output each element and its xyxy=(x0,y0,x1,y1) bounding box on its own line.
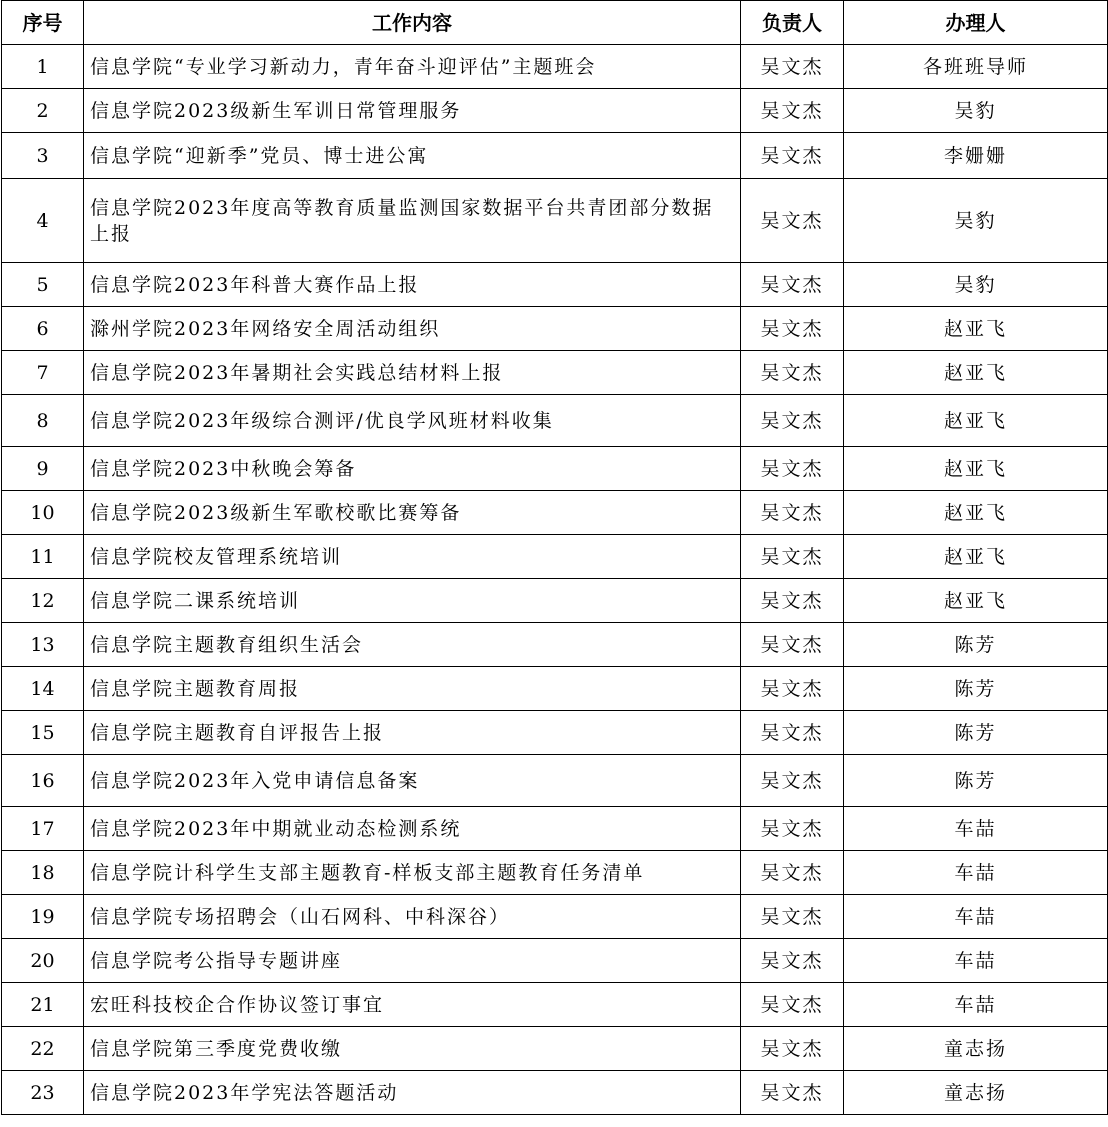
row-owner: 吴文杰 xyxy=(741,447,844,491)
row-handler: 车喆 xyxy=(844,983,1108,1027)
row-handler: 陈芳 xyxy=(844,755,1108,807)
row-owner: 吴文杰 xyxy=(741,89,844,133)
row-owner: 吴文杰 xyxy=(741,351,844,395)
table-row xyxy=(2,45,1108,89)
row-content: 信息学院“专业学习新动力，青年奋斗迎评估”主题班会 xyxy=(84,45,741,89)
row-content: 信息学院考公指导专题讲座 xyxy=(84,939,741,983)
table-row xyxy=(2,895,1108,939)
row-num: 20 xyxy=(2,939,84,983)
row-content: 信息学院2023级新生军歌校歌比赛筹备 xyxy=(84,491,741,535)
row-content: 信息学院2023年中期就业动态检测系统 xyxy=(84,807,741,851)
row-num: 19 xyxy=(2,895,84,939)
row-num: 21 xyxy=(2,983,84,1027)
row-num: 16 xyxy=(2,755,84,807)
row-handler: 赵亚飞 xyxy=(844,395,1108,447)
row-owner: 吴文杰 xyxy=(741,939,844,983)
row-num: 12 xyxy=(2,579,84,623)
row-owner: 吴文杰 xyxy=(741,1027,844,1071)
row-num: 2 xyxy=(2,89,84,133)
row-owner: 吴文杰 xyxy=(741,491,844,535)
row-num: 9 xyxy=(2,447,84,491)
row-handler: 赵亚飞 xyxy=(844,307,1108,351)
row-handler: 车喆 xyxy=(844,939,1108,983)
row-content: 信息学院二课系统培训 xyxy=(84,579,741,623)
row-handler: 童志扬 xyxy=(844,1071,1108,1115)
row-owner: 吴文杰 xyxy=(741,895,844,939)
row-content: 信息学院2023年科普大赛作品上报 xyxy=(84,263,741,307)
row-content: 信息学院校友管理系统培训 xyxy=(84,535,741,579)
table-row xyxy=(2,851,1108,895)
row-owner: 吴文杰 xyxy=(741,395,844,447)
row-handler: 吴豹 xyxy=(844,263,1108,307)
table-row xyxy=(2,351,1108,395)
header-num: 序号 xyxy=(2,1,84,45)
row-content: 信息学院2023级新生军训日常管理服务 xyxy=(84,89,741,133)
row-num: 7 xyxy=(2,351,84,395)
table-row xyxy=(2,1071,1108,1115)
table-row xyxy=(2,807,1108,851)
row-num: 18 xyxy=(2,851,84,895)
row-handler: 吴豹 xyxy=(844,179,1108,263)
row-owner: 吴文杰 xyxy=(741,851,844,895)
row-owner: 吴文杰 xyxy=(741,263,844,307)
work-table xyxy=(1,0,1108,1115)
row-content: 信息学院主题教育周报 xyxy=(84,667,741,711)
row-owner: 吴文杰 xyxy=(741,579,844,623)
header-owner: 负责人 xyxy=(741,1,844,45)
table-row xyxy=(2,133,1108,179)
row-handler: 车喆 xyxy=(844,851,1108,895)
table-row xyxy=(2,667,1108,711)
row-handler: 吴豹 xyxy=(844,89,1108,133)
row-content: 信息学院2023中秋晚会筹备 xyxy=(84,447,741,491)
table-row xyxy=(2,535,1108,579)
row-owner: 吴文杰 xyxy=(741,133,844,179)
row-handler: 陈芳 xyxy=(844,623,1108,667)
header-content: 工作内容 xyxy=(84,1,741,45)
row-content: 信息学院“迎新季”党员、博士进公寓 xyxy=(84,133,741,179)
row-handler: 赵亚飞 xyxy=(844,447,1108,491)
table-row xyxy=(2,1027,1108,1071)
row-num: 15 xyxy=(2,711,84,755)
row-num: 10 xyxy=(2,491,84,535)
row-num: 23 xyxy=(2,1071,84,1115)
row-handler: 陈芳 xyxy=(844,711,1108,755)
row-owner: 吴文杰 xyxy=(741,623,844,667)
table-row xyxy=(2,179,1108,263)
row-owner: 吴文杰 xyxy=(741,667,844,711)
row-content: 信息学院2023年学宪法答题活动 xyxy=(84,1071,741,1115)
table-row xyxy=(2,447,1108,491)
row-handler: 童志扬 xyxy=(844,1027,1108,1071)
table-row xyxy=(2,263,1108,307)
row-handler: 车喆 xyxy=(844,807,1108,851)
row-handler: 李姗姗 xyxy=(844,133,1108,179)
row-num: 11 xyxy=(2,535,84,579)
row-content: 信息学院计科学生支部主题教育-样板支部主题教育任务清单 xyxy=(84,851,741,895)
row-handler: 赵亚飞 xyxy=(844,579,1108,623)
row-content: 信息学院2023年暑期社会实践总结材料上报 xyxy=(84,351,741,395)
row-content: 信息学院专场招聘会（山石网科、中科深谷） xyxy=(84,895,741,939)
row-handler: 陈芳 xyxy=(844,667,1108,711)
row-handler: 赵亚飞 xyxy=(844,535,1108,579)
table-row xyxy=(2,491,1108,535)
table-row xyxy=(2,623,1108,667)
row-content: 信息学院主题教育自评报告上报 xyxy=(84,711,741,755)
row-content: 信息学院2023年度高等教育质量监测国家数据平台共青团部分数据上报 xyxy=(84,179,741,263)
row-num: 6 xyxy=(2,307,84,351)
table-row xyxy=(2,711,1108,755)
row-owner: 吴文杰 xyxy=(741,45,844,89)
row-handler: 各班班导师 xyxy=(844,45,1108,89)
table-row xyxy=(2,395,1108,447)
row-num: 8 xyxy=(2,395,84,447)
row-num: 13 xyxy=(2,623,84,667)
table-row xyxy=(2,579,1108,623)
row-content: 信息学院第三季度党费收缴 xyxy=(84,1027,741,1071)
row-content: 宏旺科技校企合作协议签订事宜 xyxy=(84,983,741,1027)
row-handler: 赵亚飞 xyxy=(844,491,1108,535)
row-num: 1 xyxy=(2,45,84,89)
row-owner: 吴文杰 xyxy=(741,179,844,263)
row-content: 滁州学院2023年网络安全周活动组织 xyxy=(84,307,741,351)
row-content: 信息学院主题教育组织生活会 xyxy=(84,623,741,667)
row-num: 17 xyxy=(2,807,84,851)
row-owner: 吴文杰 xyxy=(741,983,844,1027)
row-num: 22 xyxy=(2,1027,84,1071)
row-owner: 吴文杰 xyxy=(741,535,844,579)
row-content: 信息学院2023年级综合测评/优良学风班材料收集 xyxy=(84,395,741,447)
row-owner: 吴文杰 xyxy=(741,711,844,755)
header-handler: 办理人 xyxy=(844,1,1108,45)
table-row xyxy=(2,983,1108,1027)
row-content: 信息学院2023年入党申请信息备案 xyxy=(84,755,741,807)
row-handler: 赵亚飞 xyxy=(844,351,1108,395)
table-row xyxy=(2,307,1108,351)
row-owner: 吴文杰 xyxy=(741,1071,844,1115)
row-num: 5 xyxy=(2,263,84,307)
row-owner: 吴文杰 xyxy=(741,807,844,851)
row-num: 3 xyxy=(2,133,84,179)
header-row xyxy=(2,1,1108,45)
row-handler: 车喆 xyxy=(844,895,1108,939)
row-owner: 吴文杰 xyxy=(741,755,844,807)
table-row xyxy=(2,755,1108,807)
row-num: 4 xyxy=(2,179,84,263)
row-owner: 吴文杰 xyxy=(741,307,844,351)
table-row xyxy=(2,939,1108,983)
table-row xyxy=(2,89,1108,133)
row-num: 14 xyxy=(2,667,84,711)
